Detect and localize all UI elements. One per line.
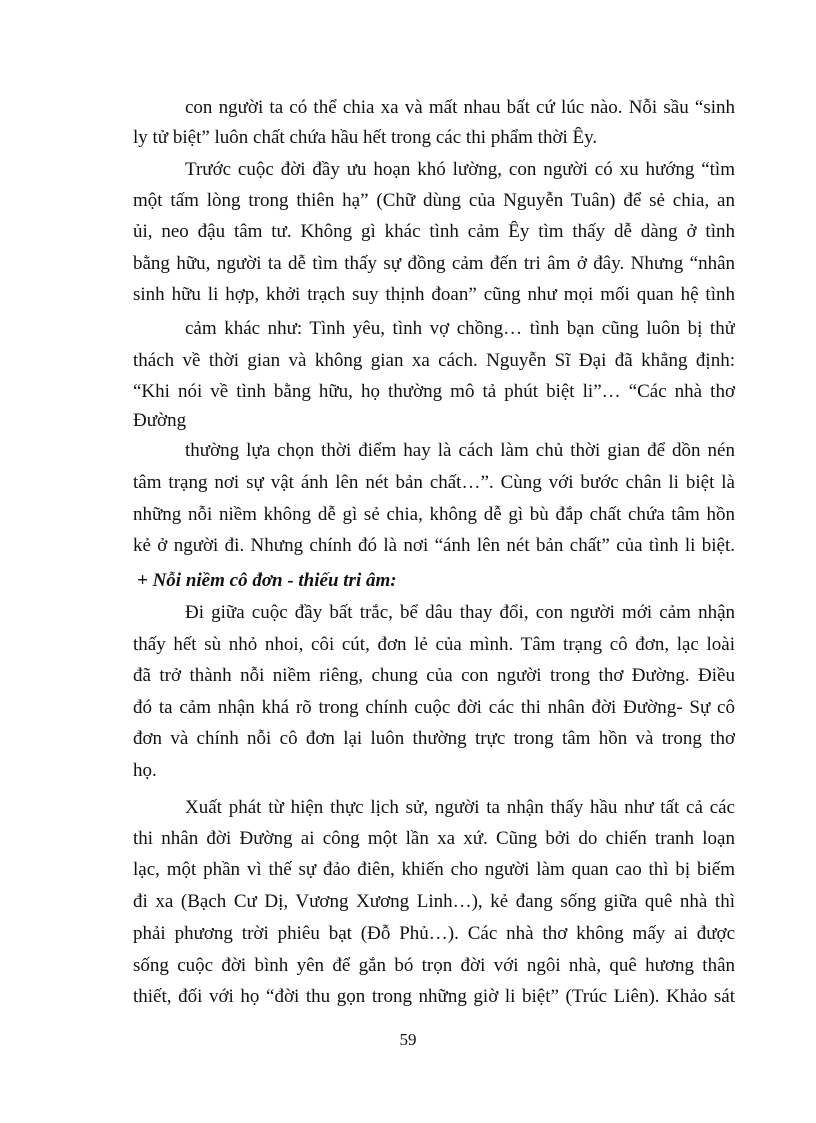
text-line: đã trở thành nỗi niềm riêng, chung của con người trong thơ Đường. Điều: [133, 665, 735, 686]
text-line: con người ta có thể chia xa và mất nhau bất cứ lúc nào. Nỗi sầu “sinh: [185, 97, 735, 118]
text-line: đó ta cảm nhận khá rõ trong chính cuộc đời các thi nhân đời Đường- Sự cô: [133, 697, 735, 718]
text-line: thiết, đối với họ “đời thu gọn trong những giờ li biệt” (Trúc Liên). Khảo sát: [133, 986, 735, 1007]
text-line: lạc, một phần vì thế sự đảo điên, khiến cho người làm quan cao thì bị biếm: [133, 859, 735, 880]
text-line: ly tử biệt” luôn chất chứa hầu hết trong các thi phẩm thời Êy.: [133, 127, 598, 148]
text-line: Đi giữa cuộc đầy bất trắc, bể dâu thay đổi, con người mới cảm nhận: [185, 602, 735, 623]
text-line: Trước cuộc đời đầy ưu hoạn khó lường, con người có xu hướng “tìm: [185, 159, 735, 180]
text-line: “Khi nói về tình bằng hữu, họ thường mô tả phút biệt li”… “Các nhà thơ: [133, 381, 735, 402]
text-line: Xuất phát từ hiện thực lịch sử, người ta nhận thấy hầu như tất cả các: [185, 797, 735, 818]
text-line: sống cuộc đời bình yên để gắn bó trọn đời với ngôi nhà, quê hương thân: [133, 955, 735, 976]
text-line: bằng hữu, người ta dễ tìm thấy sự đồng cảm đến tri âm ở đây. Nhưng “nhân: [133, 253, 735, 274]
text-line: thấy hết sù nhỏ nhoi, côi cút, đơn lẻ của mình. Tâm trạng cô đơn, lạc loài: [133, 634, 735, 655]
text-line: thách về thời gian và không gian xa cách. Nguyễn Sĩ Đại đã khẳng định:: [133, 350, 735, 371]
text-line: phải phương trời phiêu bạt (Đỗ Phủ…). Các nhà thơ không mấy ai được: [133, 923, 735, 944]
text-line: Đường: [133, 410, 187, 431]
section-heading: + Nỗi niềm cô đơn - thiếu tri âm:: [137, 570, 397, 591]
text-line: tâm trạng nơi sự vật ánh lên nét bản chất…”. Cùng với bước chân li biệt là: [133, 472, 735, 493]
text-line: thi nhân đời Đường ai công một lần xa xứ. Cũng bởi do chiến tranh loạn: [133, 828, 735, 849]
text-line: ủi, neo đậu tâm tư. Không gì khác tình cảm Êy tìm thấy dễ dàng ở tình: [133, 221, 735, 242]
text-line: họ.: [133, 760, 157, 781]
text-line: đơn và chính nỗi cô đơn lại luôn thường trực trong tâm hồn và trong thơ: [133, 728, 735, 749]
text-line: sinh hữu li hợp, khởi trạch suy thịnh đoan” cũng như mọi mối quan hệ tình: [133, 284, 735, 305]
text-line: cảm khác như: Tình yêu, tình vợ chồng… tình bạn cũng luôn bị thử: [185, 318, 735, 339]
text-line: một tấm lòng trong thiên hạ” (Chữ dùng của Nguyễn Tuân) để sẻ chia, an: [133, 190, 735, 211]
page-number: 59: [399, 1030, 417, 1049]
text-line: thường lựa chọn thời điểm hay là cách làm chủ thời gian để dồn nén: [185, 440, 735, 461]
text-line: những nỗi niềm không dễ gì sẻ chia, không dễ gì bù đắp chất chứa tâm hồn: [133, 504, 735, 525]
text-line: đi xa (Bạch Cư Dị, Vương Xương Linh…), kẻ đang sống giữa quê nhà thì: [133, 891, 735, 912]
text-line: kẻ ở người đi. Nhưng chính đó là nơi “ánh lên nét bản chất” của tình li biệt.: [133, 535, 735, 556]
